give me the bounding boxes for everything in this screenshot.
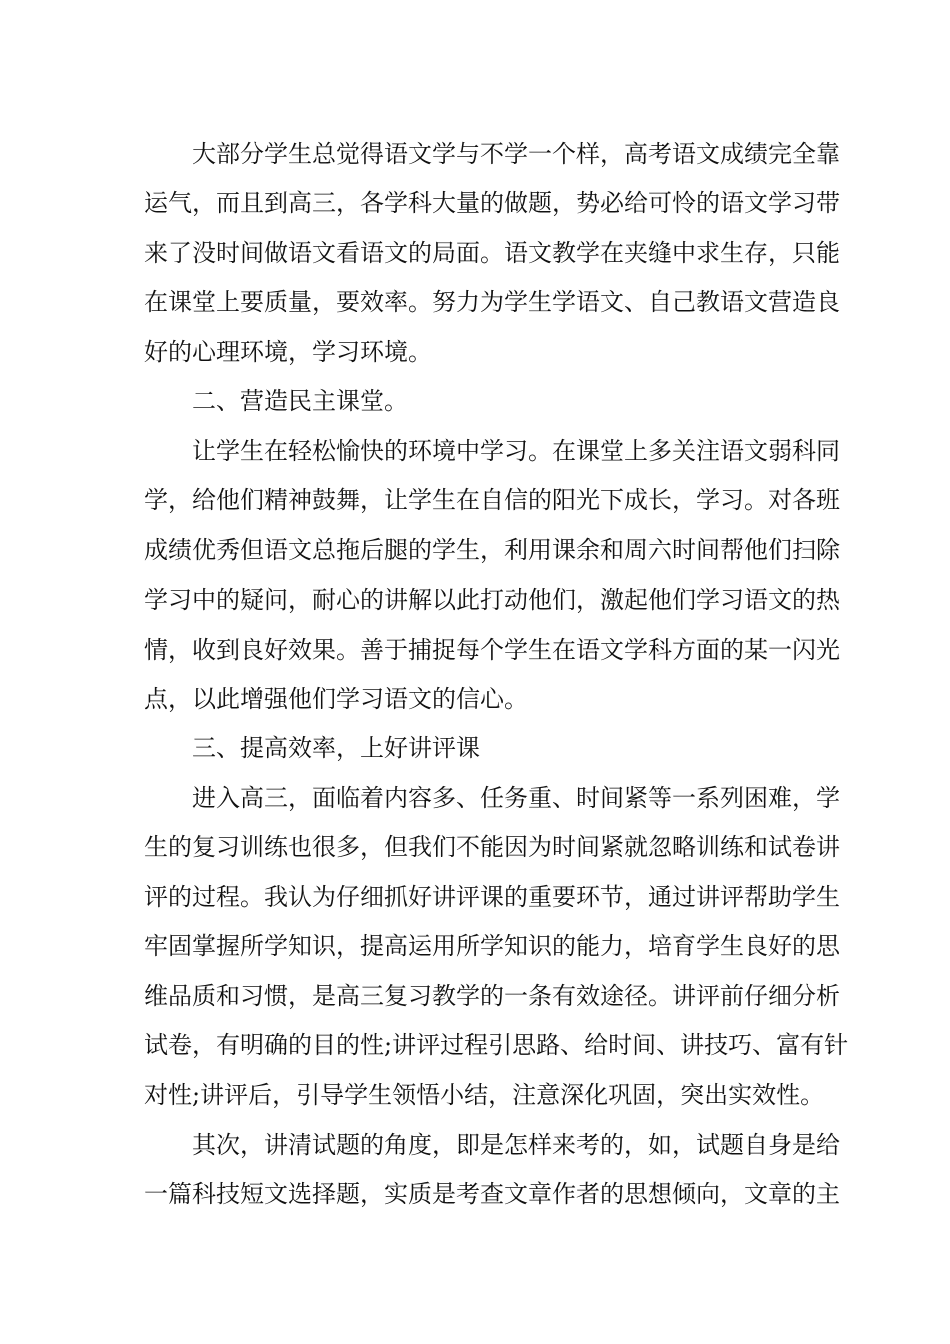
text-line: 学习中的疑问，耐心的讲解以此打动他们，激起他们学习语文的热	[144, 586, 840, 614]
text-line: 维品质和习惯，是高三复习教学的一条有效途径。讲评前仔细分析	[144, 982, 840, 1010]
text-line: 来了没时间做语文看语文的局面。语文教学在夹缝中求生存，只能	[144, 239, 840, 267]
text-line: 运气，而且到高三，各学科大量的做题，势必给可怜的语文学习带	[144, 189, 840, 217]
text-line: 评的过程。我认为仔细抓好讲评课的重要环节，通过讲评帮助学生	[144, 883, 840, 911]
text-line: 学，给他们精神鼓舞，让学生在自信的阳光下成长，学习。对各班	[144, 486, 840, 514]
text-line: 一篇科技短文选择题，实质是考查文章作者的思想倾向，文章的主	[144, 1180, 840, 1208]
text-line: 成绩优秀但语文总拖后腿的学生，利用课余和周六时间帮他们扫除	[144, 536, 840, 564]
text-line: 进入高三，面临着内容多、任务重、时间紧等一系列困难，学	[192, 784, 840, 812]
section-heading: 二、营造民主课堂。	[192, 387, 408, 415]
text-line: 点，以此增强他们学习语文的信心。	[144, 685, 528, 713]
text-line: 大部分学生总觉得语文学与不学一个样，高考语文成绩完全靠	[192, 140, 840, 168]
text-line: 生的复习训练也很多，但我们不能因为时间紧就忽略训练和试卷讲	[144, 833, 840, 861]
text-line: 情，收到良好效果。善于捕捉每个学生在语文学科方面的某一闪光	[144, 636, 840, 664]
text-line: 对性;讲评后，引导学生领悟小结，注意深化巩固，突出实效性。	[144, 1081, 825, 1109]
text-line: 试卷，有明确的目的性;讲评过程引思路、给时间、讲技巧、富有针	[144, 1031, 849, 1059]
text-line: 牢固掌握所学知识，提高运用所学知识的能力，培育学生良好的思	[144, 932, 840, 960]
text-line: 好的心理环境，学习环境。	[144, 338, 432, 366]
text-line: 在课堂上要质量，要效率。努力为学生学语文、自己教语文营造良	[144, 288, 840, 316]
section-heading: 三、提高效率，上好讲评课	[192, 734, 480, 762]
text-line: 其次，讲清试题的角度，即是怎样来考的，如，试题自身是给	[192, 1131, 840, 1159]
text-line: 让学生在轻松愉快的环境中学习。在课堂上多关注语文弱科同	[192, 437, 840, 465]
